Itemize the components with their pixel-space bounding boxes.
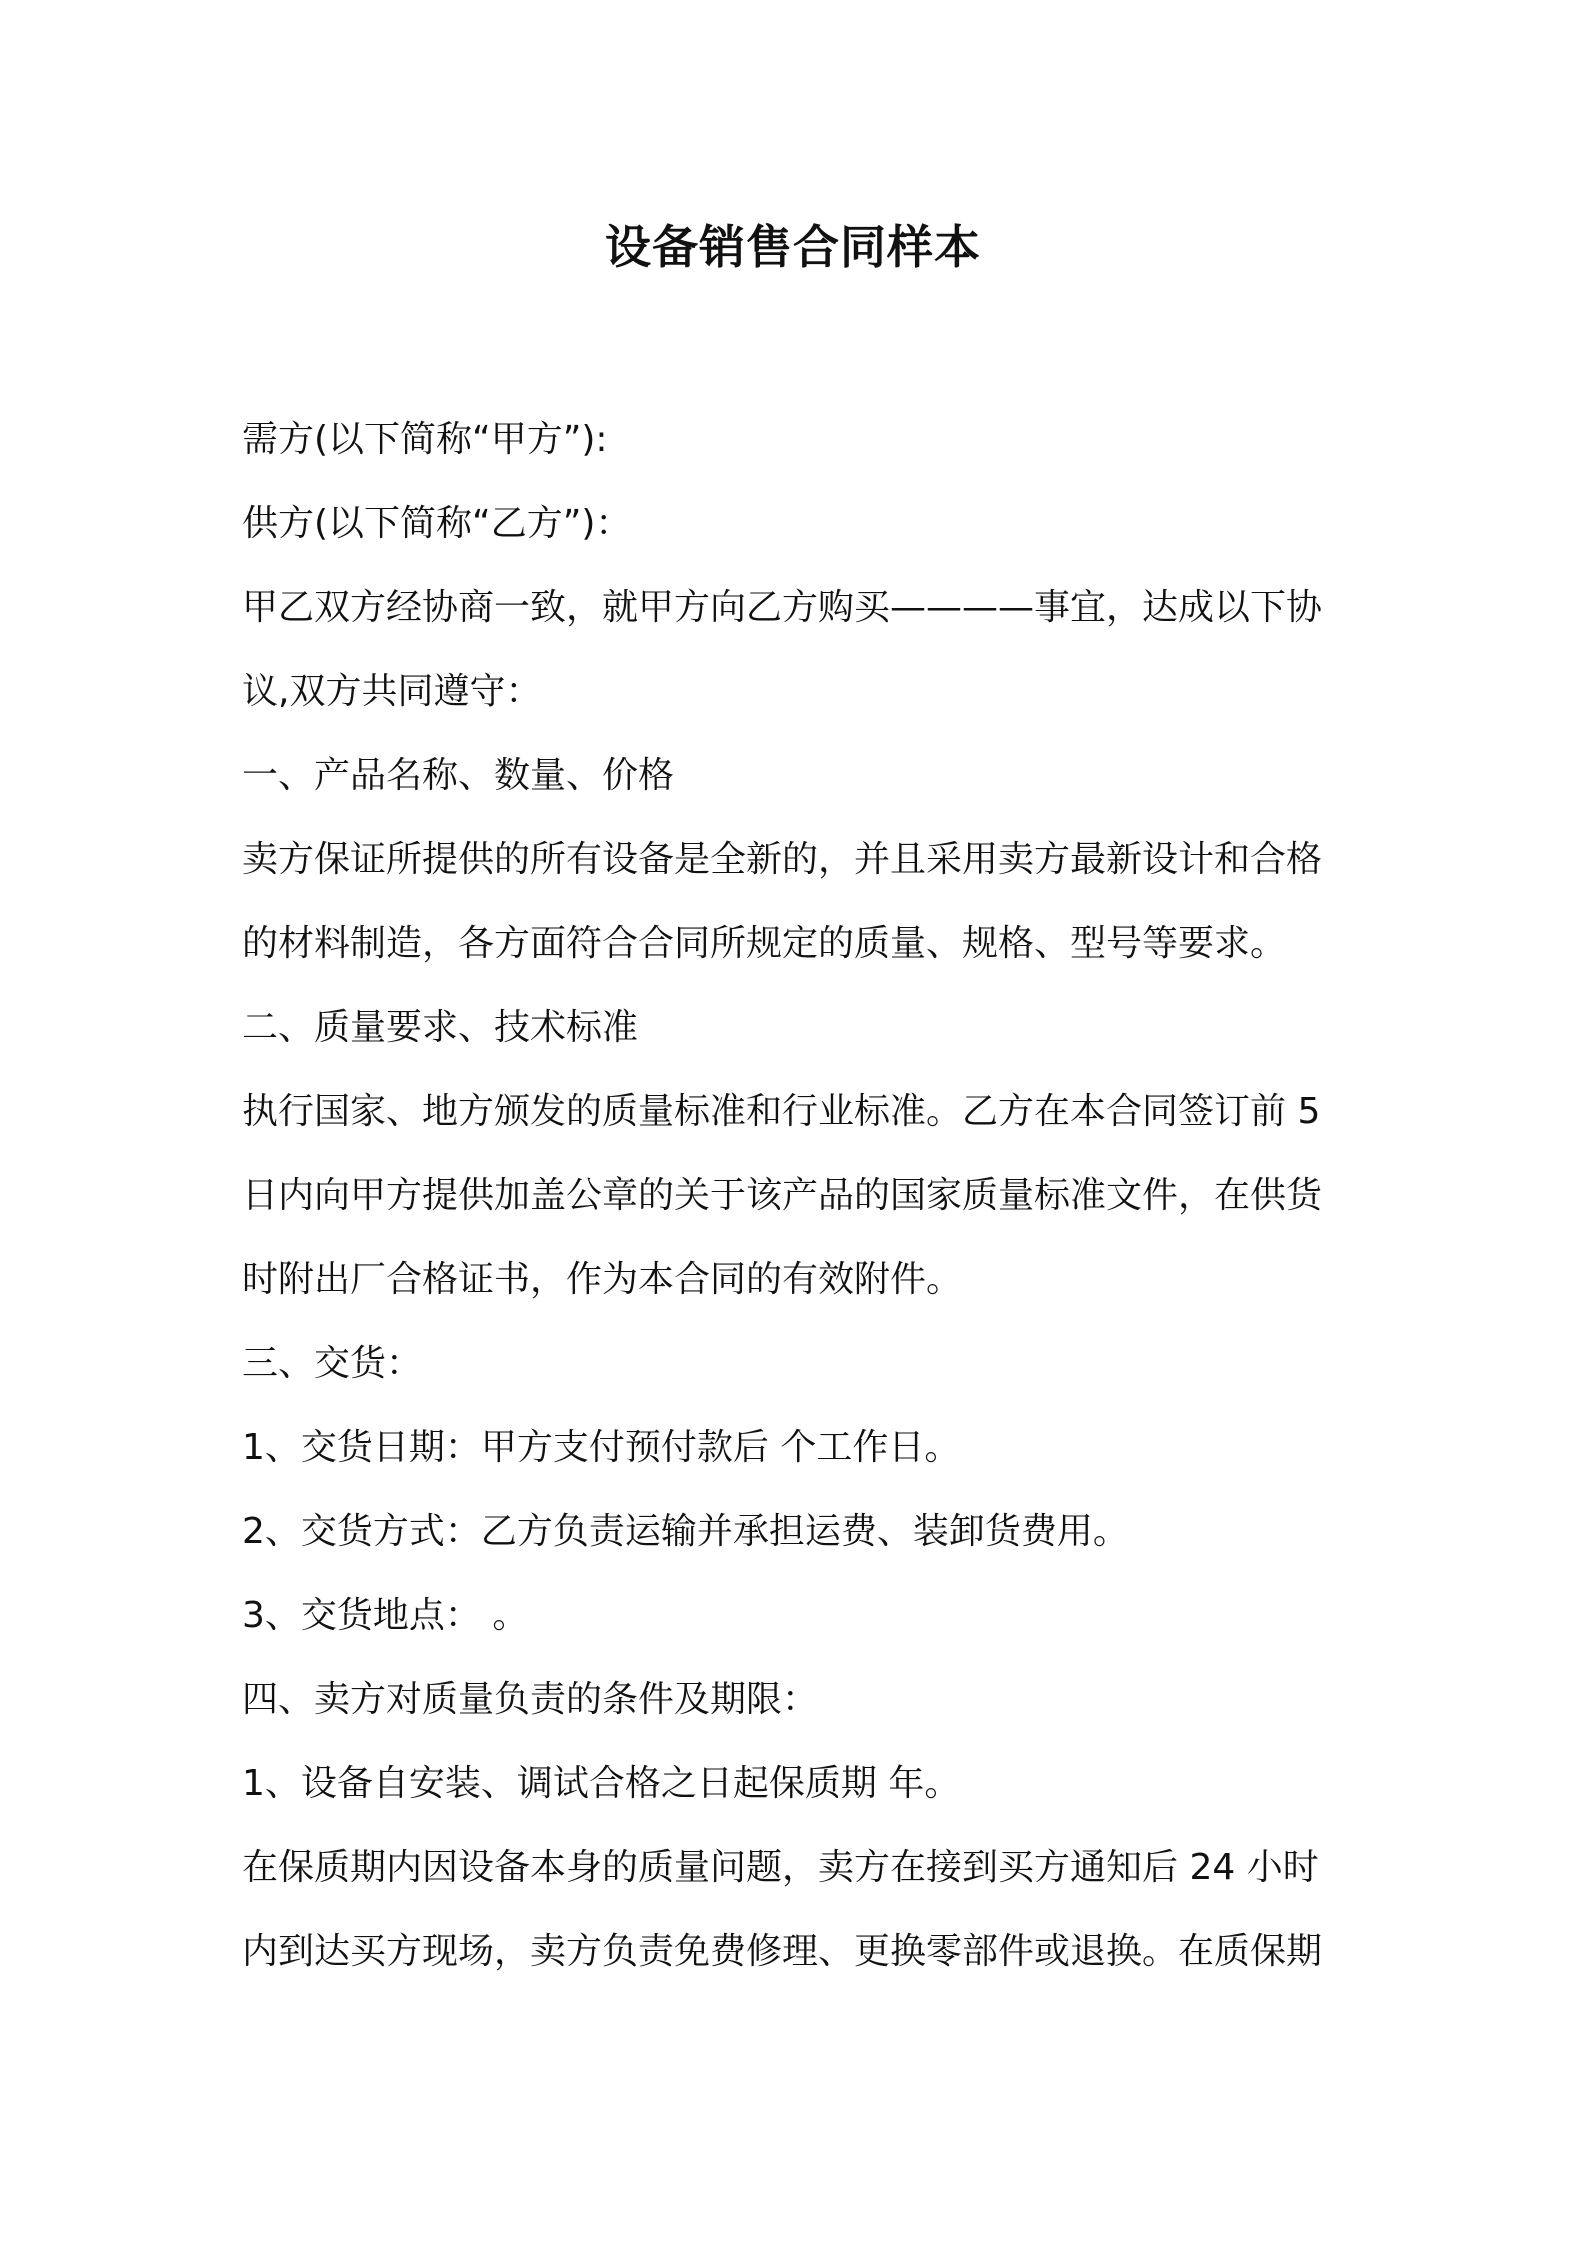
document-title: 设备销售合同样本 <box>605 220 981 274</box>
party-b-line: 供方(以下简称“乙方”)： <box>242 503 632 544</box>
warranty-text-1: 在保质期内因设备本身的质量问题，卖方在接到买方通知后 24 小时 <box>242 1847 1319 1888</box>
section-2-heading: 二、质量要求、技术标准 <box>242 1007 639 1048</box>
section-1-heading: 一、产品名称、数量、价格 <box>242 755 675 796</box>
document-body <box>242 398 1352 1994</box>
delivery-method-line: 2、交货方式：乙方负责运输并承担运费、装卸货费用。 <box>242 1511 1129 1552</box>
section-4-heading: 四、卖方对质量负责的条件及期限： <box>242 1679 819 1720</box>
delivery-place-line: 3、交货地点： 。 <box>242 1595 529 1636</box>
warranty-text-2: 内到达买方现场，卖方负责免费修理、更换零部件或退换。在质保期 <box>242 1931 1323 1972</box>
warranty-period-line: 1、设备自安装、调试合格之日起保质期 年。 <box>242 1763 961 1804</box>
section-2-text-1: 执行国家、地方颁发的质量标准和行业标准。乙方在本合同签订前 5 <box>242 1091 1321 1132</box>
delivery-date-line: 1、交货日期：甲方支付预付款后 个工作日。 <box>242 1427 961 1468</box>
preamble-line-2: 议,双方共同遵守： <box>242 671 542 712</box>
section-1-text-2: 的材料制造，各方面符合合同所规定的质量、规格、型号等要求。 <box>242 923 1287 964</box>
party-a-line: 需方(以下简称“甲方”): <box>242 419 608 460</box>
section-2-text-3: 时附出厂合格证书，作为本合同的有效附件。 <box>242 1259 963 1300</box>
section-3-heading: 三、交货： <box>242 1343 423 1384</box>
section-1-text-1: 卖方保证所提供的所有设备是全新的，并且采用卖方最新设计和合格 <box>242 839 1323 880</box>
preamble-line-1: 甲乙双方经协商一致，就甲方向乙方购买————事宜，达成以下协 <box>242 587 1323 628</box>
section-2-text-2: 日内向甲方提供加盖公章的关于该产品的国家质量标准文件，在供货 <box>242 1175 1323 1216</box>
